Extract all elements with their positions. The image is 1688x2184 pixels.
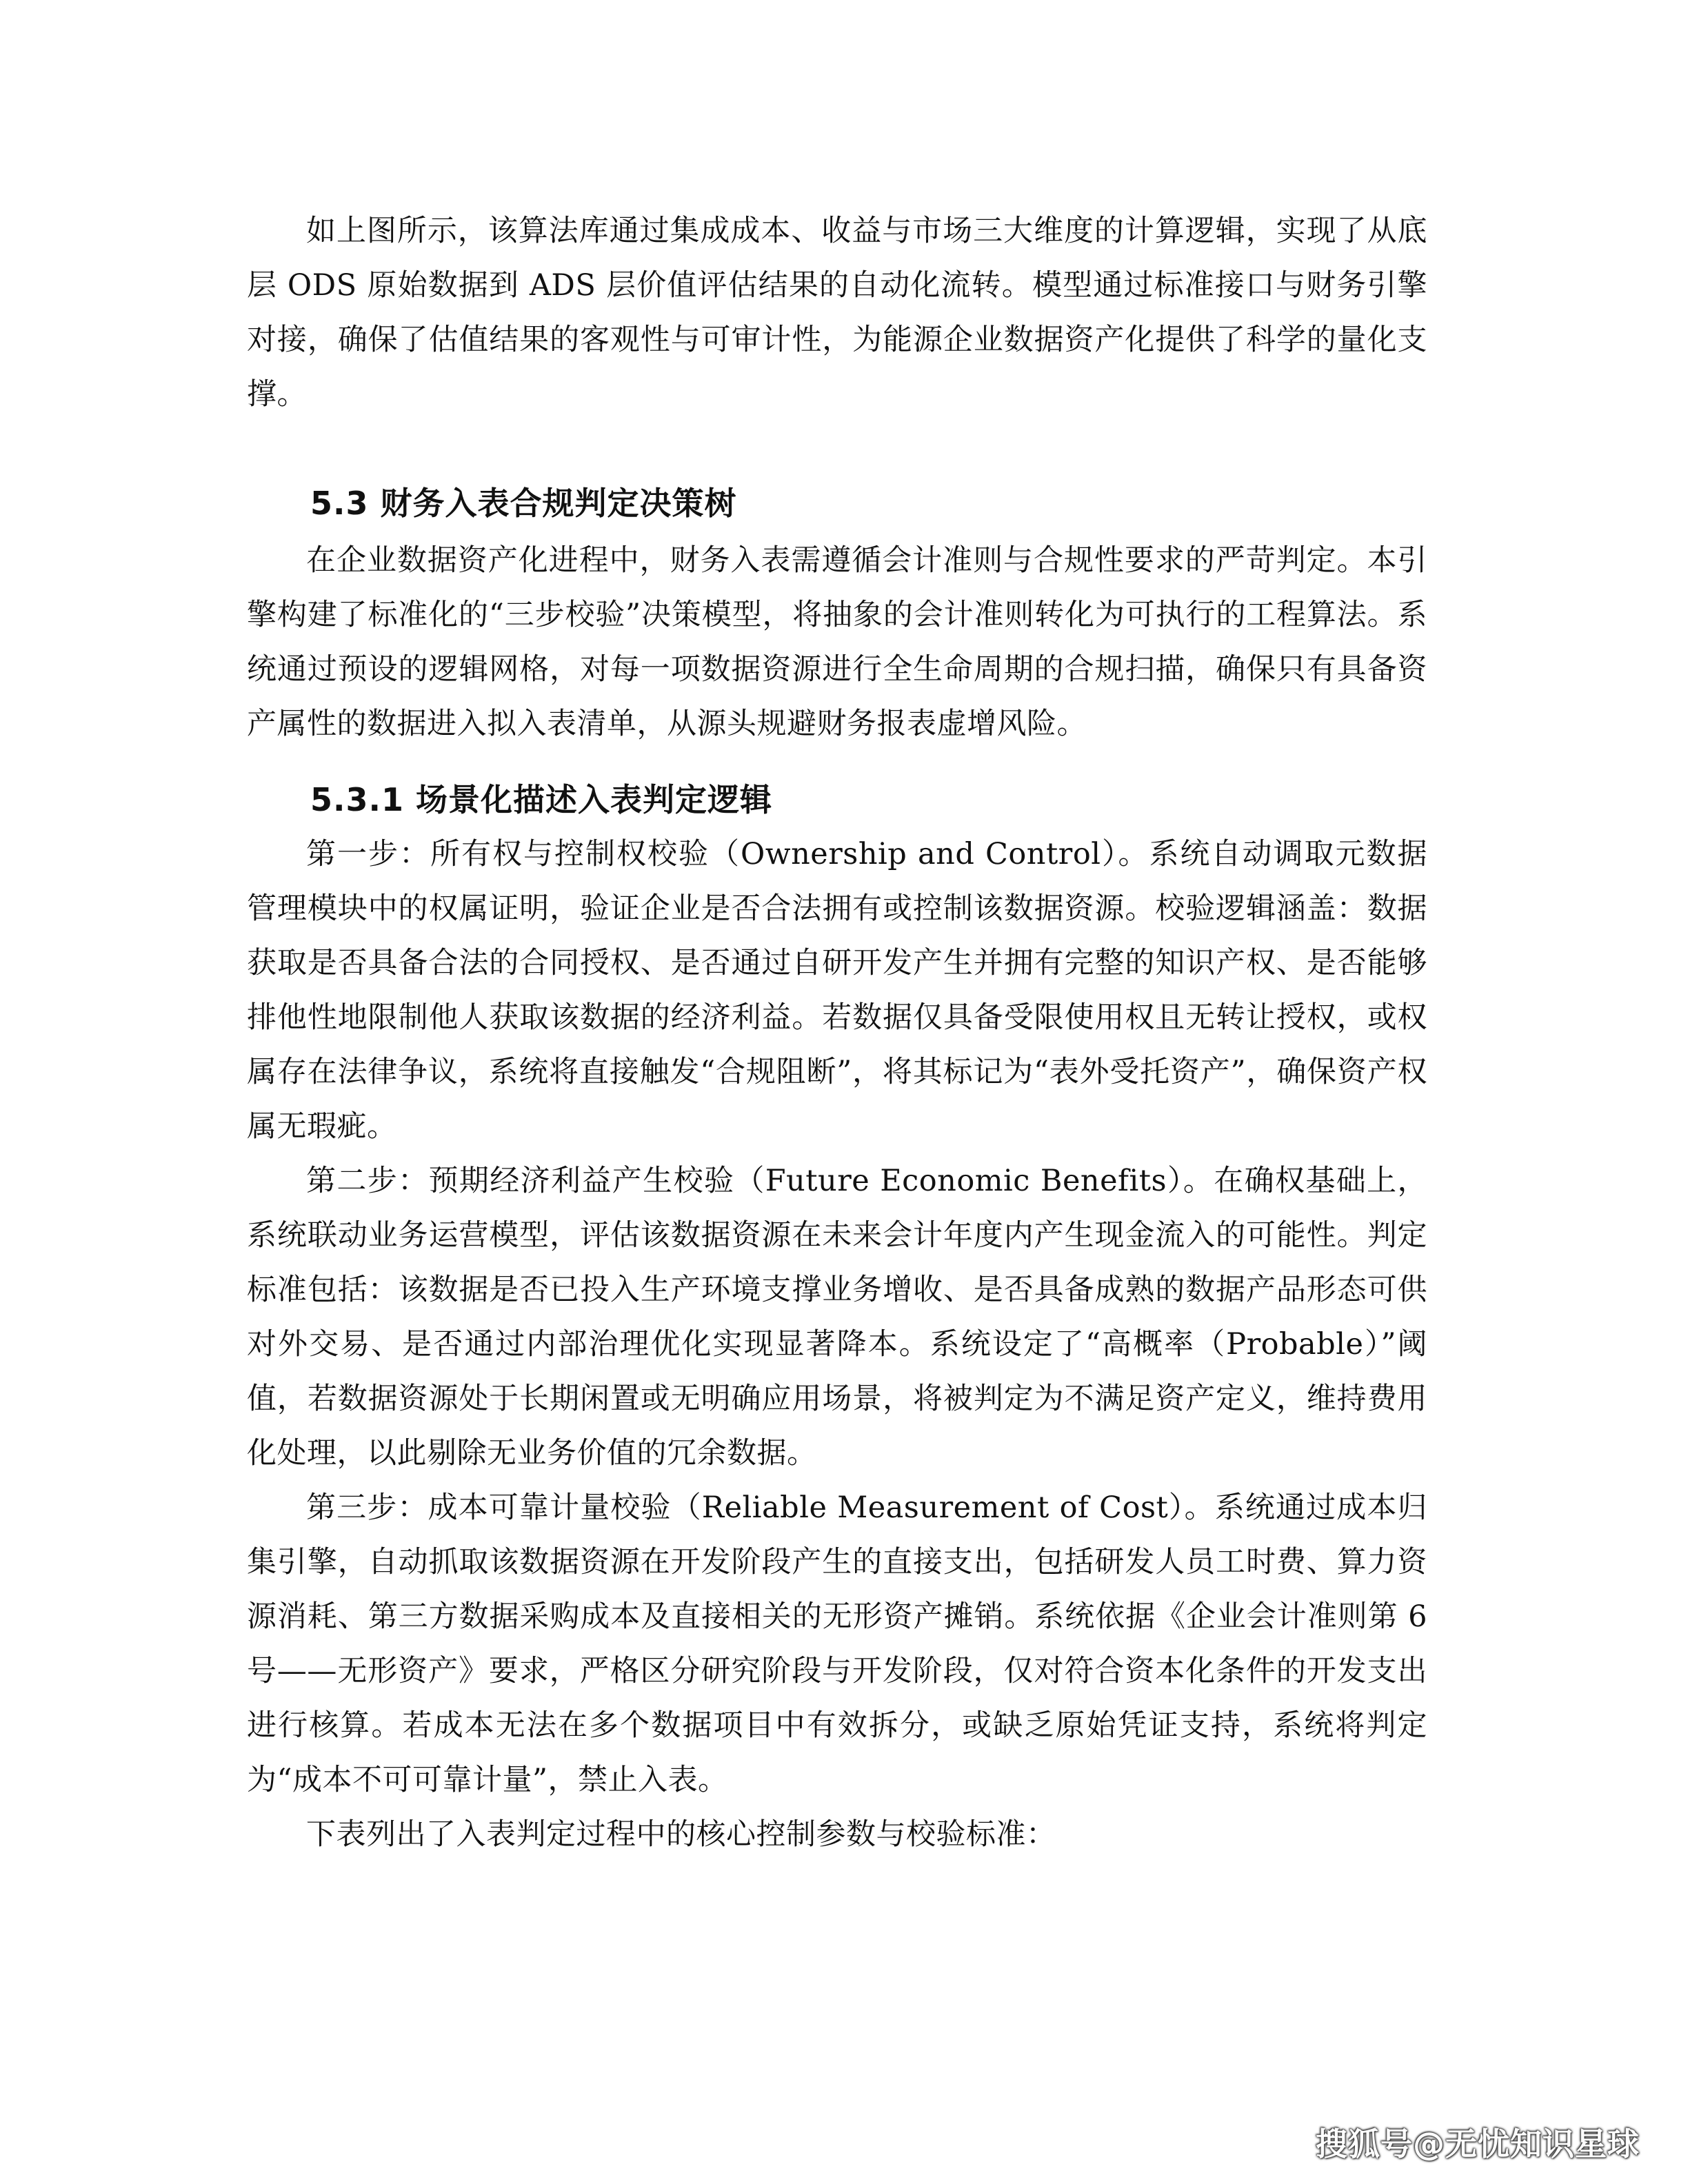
watermark: 搜狐号@无忧知识星球 <box>1316 2125 1640 2163</box>
section-5-3-1-heading: 5.3.1 场景化描述入表判定逻辑 <box>310 781 772 818</box>
section-5-3-paragraph: 在企业数据资产化进程中，财务入表需遵循会计准则与合规性要求的严苛判定。本引擎构建了标准化的“三步校验”决策模型，将抽象的会计准则转化为可执行的工程算法。系统通过预设的逻辑网格，对每一项数据资源进行全生命周期的合规扫描，确保只有具备资产属性的数据进入拟入表清单，从源头规避财务报表虚增风险。 <box>247 543 1427 741</box>
step-2-paragraph: 第二步：预期经济利益产生校验（Future Economic Benefits）。在确权基础上，系统联动业务运营模型，评估该数据资源在未来会计年度内产生现金流入的可能性。判定标准包括：该数据是否已投入生产环境支撑业务增收、是否具备成熟的数据产品形态可供对外交易、是否通过内部治理优化实现显著降本。系统设定了“高概率（Probable）”阈值，若数据资源处于长期闲置或无明确应用场景，将被判定为不满足资产定义，维持费用化处理，以此剔除无业务价值的冗余数据。 <box>247 1164 1427 1470</box>
step-3-paragraph: 第三步：成本可靠计量校验（Reliable Measurement of Cost）。系统通过成本归集引擎，自动抓取该数据资源在开发阶段产生的直接支出，包括研发人员工时费、算力资源消耗、第三方数据采购成本及直接相关的无形资产摊销。系统依据《企业会计准则第 6 号——无形资产》要求，严格区分研究阶段与开发阶段，仅对符合资本化条件的开发支出进行核算。若成本无法在多个数据项目中有效拆分，或缺乏原始凭证支持，系统将判定为“成本不可可靠计量”，禁止入表。 <box>247 1490 1427 1797</box>
step-1-paragraph: 第一步：所有权与控制权校验（Ownership and Control）。系统自动调取元数据管理模块中的权属证明，验证企业是否合法拥有或控制该数据资源。校验逻辑涵盖：数据获取是否具备合法的合同授权、是否通过自研开发产生并拥有完整的知识产权、是否能够排他性地限制他人获取该数据的经济利益。若数据仅具备受限使用权且无转让授权，或权属存在法律争议，系统将直接触发“合规阻断”，将其标记为“表外受托资产”，确保资产权属无瑕疵。 <box>247 837 1427 1144</box>
document-page <box>247 204 1427 1862</box>
table-intro-paragraph: 下表列出了入表判定过程中的核心控制参数与校验标准： <box>306 1817 1056 1852</box>
section-5-3-heading: 5.3 财务入表合规判定决策树 <box>310 485 737 522</box>
intro-paragraph: 如上图所示，该算法库通过集成成本、收益与市场三大维度的计算逻辑，实现了从底层 ODS 原始数据到 ADS 层价值评估结果的自动化流转。模型通过标准接口与财务引擎对接，确保了估值结果的客观性与可审计性，为能源企业数据资产化提供了科学的量化支撑。 <box>247 214 1427 412</box>
